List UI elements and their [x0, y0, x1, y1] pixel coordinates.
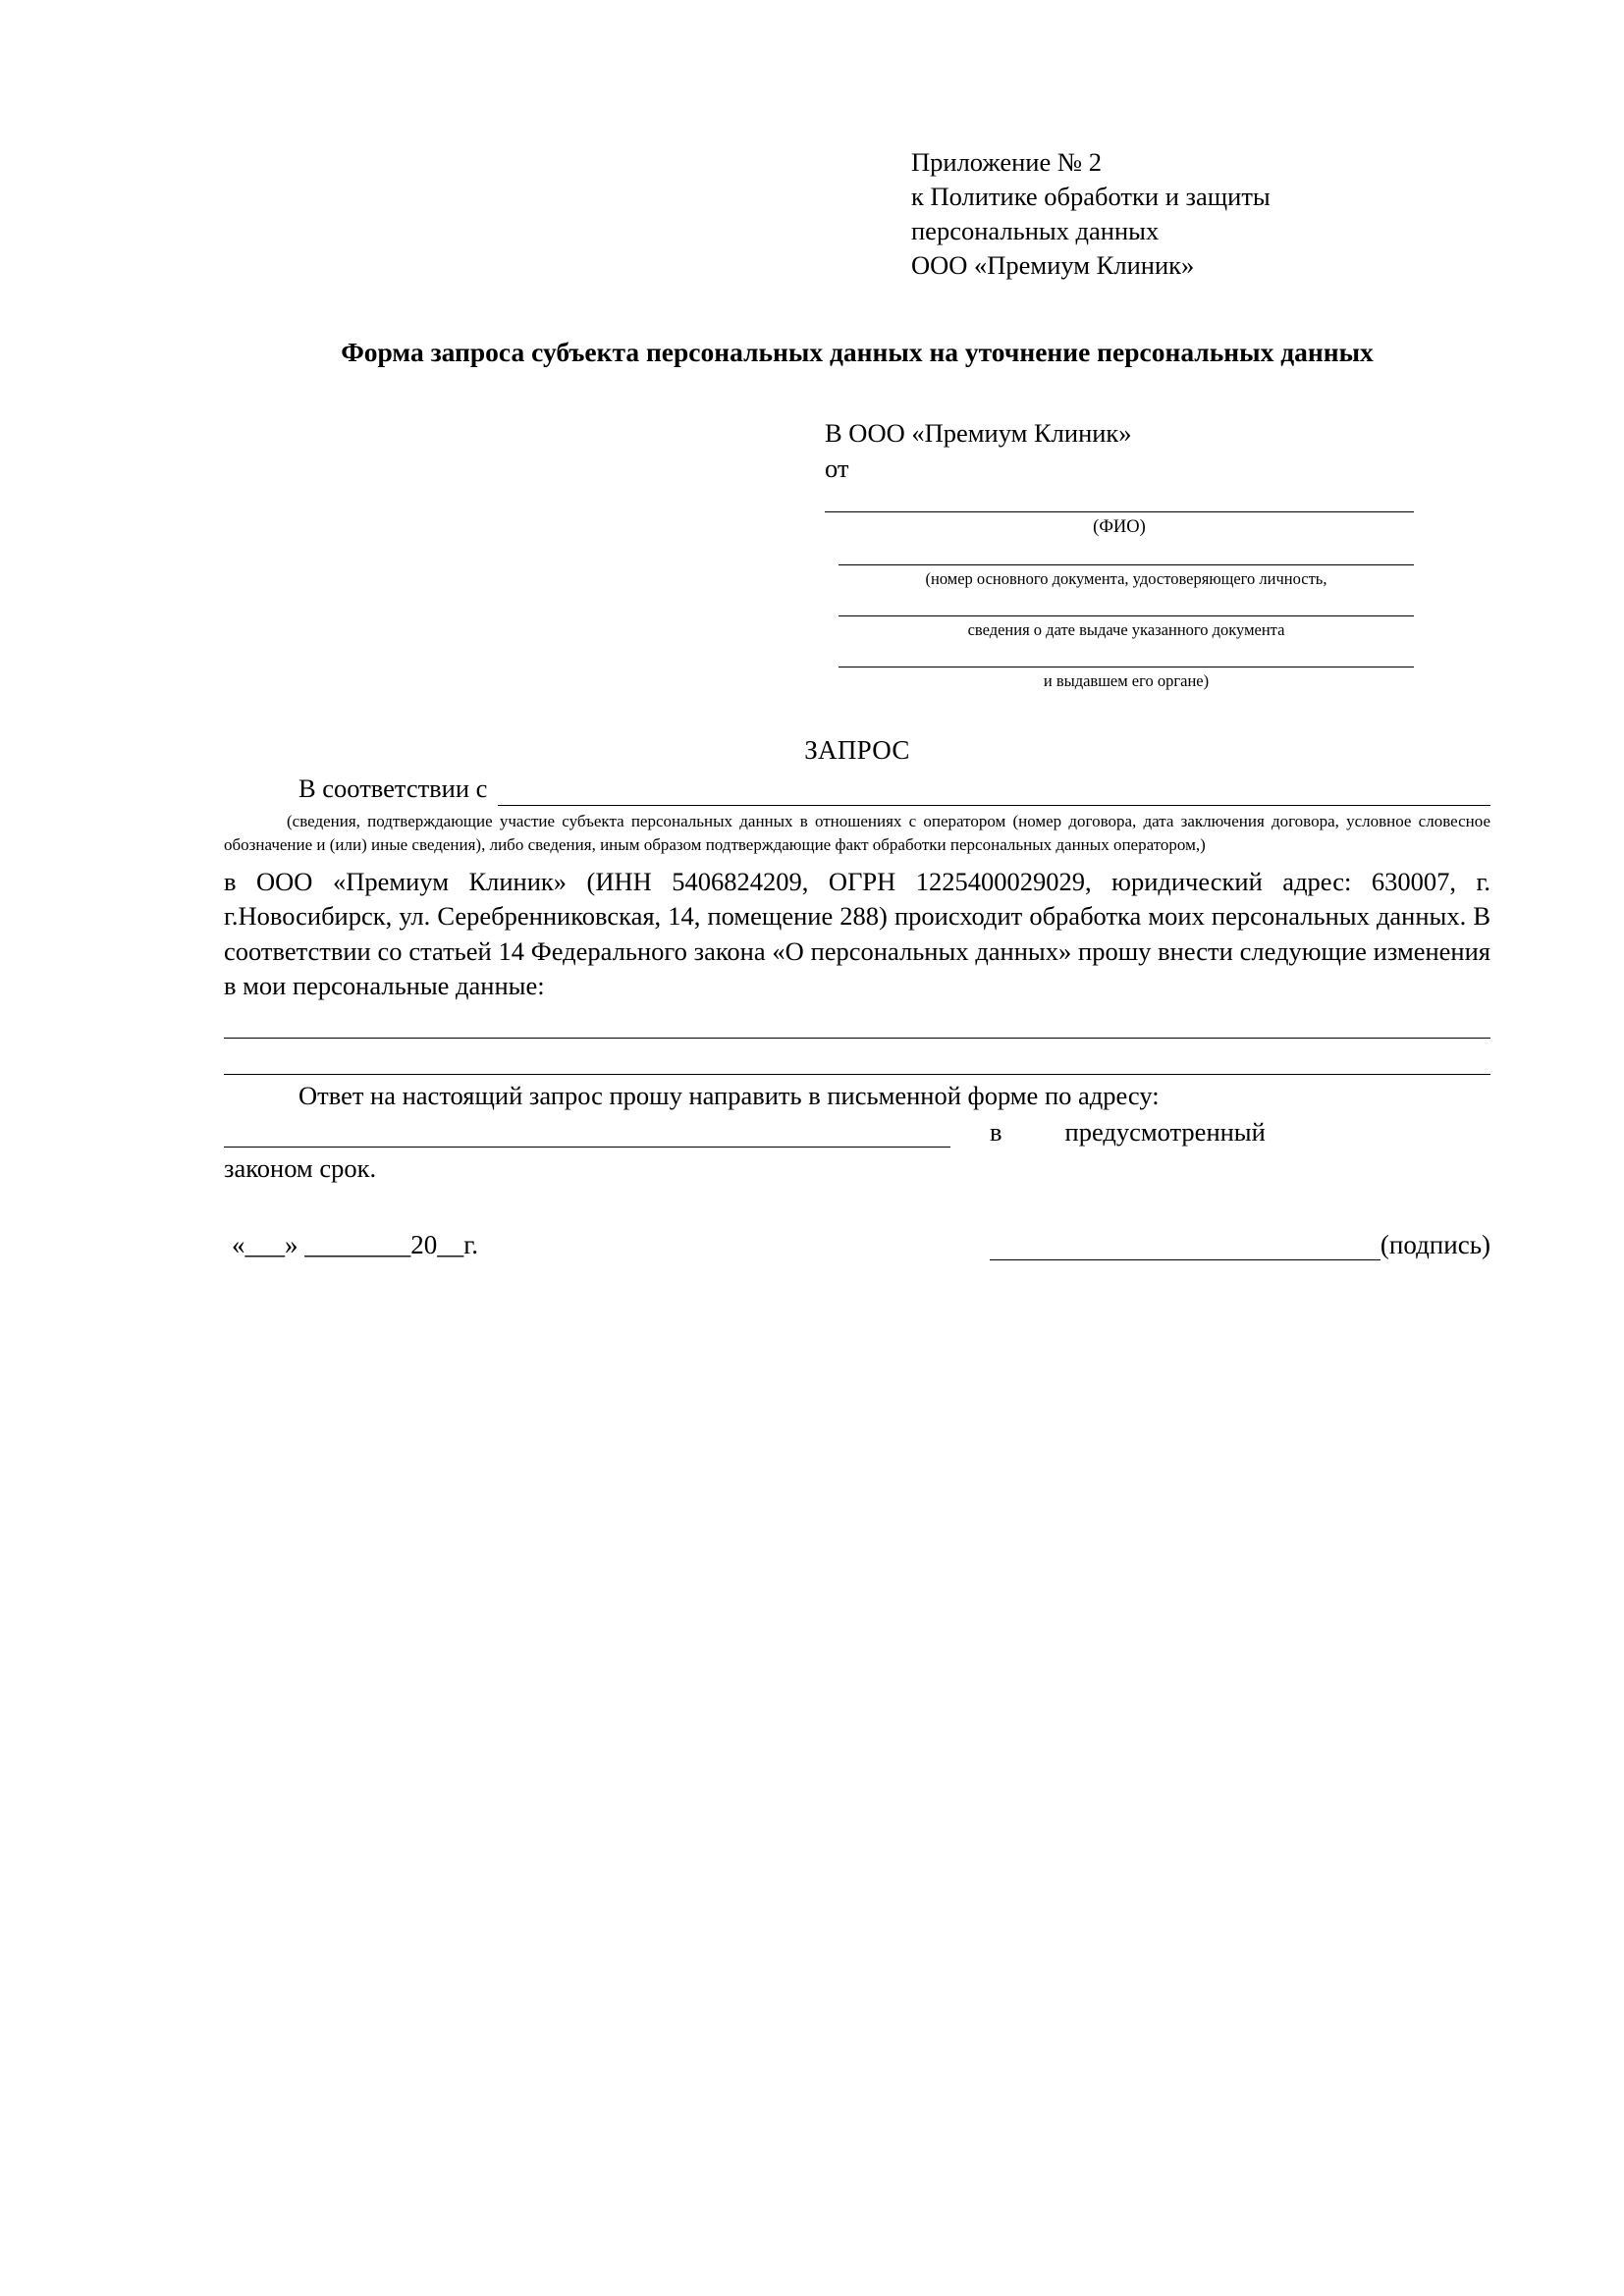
- doc-date-field-group: [839, 594, 1414, 643]
- addressee-block: [825, 416, 1414, 694]
- answer-address-input[interactable]: [224, 1125, 950, 1148]
- signature-label: (подпись): [1380, 1229, 1490, 1259]
- changes-line-1[interactable]: [224, 1004, 1490, 1039]
- fio-input[interactable]: [825, 490, 1414, 512]
- changes-line-2[interactable]: [224, 1039, 1490, 1075]
- in-accordance-note-text: (сведения, подтверждающие участие субъекта персональных данных в отношениях с оператором (номер договора, дата заключения договора, условное словесное обозначение и (или) иные сведения), либо сведения, иным образом подтверждающие факт обработки персональных данных оператором,): [224, 812, 1490, 854]
- appendix-line-3: персональных данных: [911, 215, 1160, 245]
- doc-issuer-field-group: [839, 645, 1414, 694]
- doc-issuer-caption: и выдавшем его органе): [1043, 670, 1210, 690]
- doc-date-caption: сведения о дате выдаче указанного документа: [967, 620, 1285, 640]
- request-heading: ЗАПРОС: [804, 734, 910, 765]
- answer-last-line: законом срок.: [224, 1153, 377, 1184]
- fio-caption: (ФИО): [1093, 516, 1146, 537]
- appendix-line-1: Приложение № 2: [911, 147, 1103, 177]
- answer-paragraph: Ответ на настоящий запрос прошу направить в письменной форме по адресу:: [298, 1080, 1160, 1110]
- body-paragraph: в ООО «Премиум Клиник» (ИНН 5406824209, ОГРН 1225400029029, юридический адрес: 630007, г. г.Новосибирск, ул. Серебренниковская, 14, помещение 288) происходит обработка моих персональных данных. В соответствии со статьей 14 Федерального закона «О персональных данных» прошу внести следующие изменения в мои персональные данные:: [224, 866, 1490, 1001]
- in-accordance-input[interactable]: [498, 783, 1490, 806]
- doc-number-caption: (номер основного документа, удостоверяющего личность,: [925, 569, 1327, 589]
- appendix-line-4: ООО «Премиум Клиник»: [911, 249, 1195, 280]
- doc-number-input[interactable]: [839, 543, 1414, 565]
- addressee-organization: В ООО «Премиум Клиник»: [825, 417, 1132, 448]
- in-accordance-note: [224, 810, 1490, 857]
- answer-address-row: [224, 1117, 1490, 1148]
- page-title: Форма запроса субъекта персональных данных на уточнение персональных данных: [341, 336, 1374, 367]
- addressee-from-label: от: [825, 454, 849, 484]
- answer-middle-word: в: [990, 1117, 1002, 1148]
- doc-issuer-input[interactable]: [839, 645, 1414, 667]
- answer-tail-word: предусмотренный: [1064, 1117, 1266, 1148]
- signature-input[interactable]: [990, 1238, 1380, 1260]
- signature-row: [224, 1230, 1490, 1260]
- appendix-line-2: к Политике обработки и защиты: [911, 181, 1271, 211]
- doc-number-field-group: [839, 543, 1414, 592]
- fio-field-group: [825, 490, 1414, 542]
- in-accordance-row: [224, 772, 1490, 807]
- appendix-header: [911, 145, 1490, 283]
- doc-date-input[interactable]: [839, 594, 1414, 616]
- signature-date[interactable]: «___» ________20__г.: [232, 1229, 479, 1259]
- in-accordance-label: В соответствии с: [298, 773, 495, 803]
- document-content: [224, 145, 1490, 1260]
